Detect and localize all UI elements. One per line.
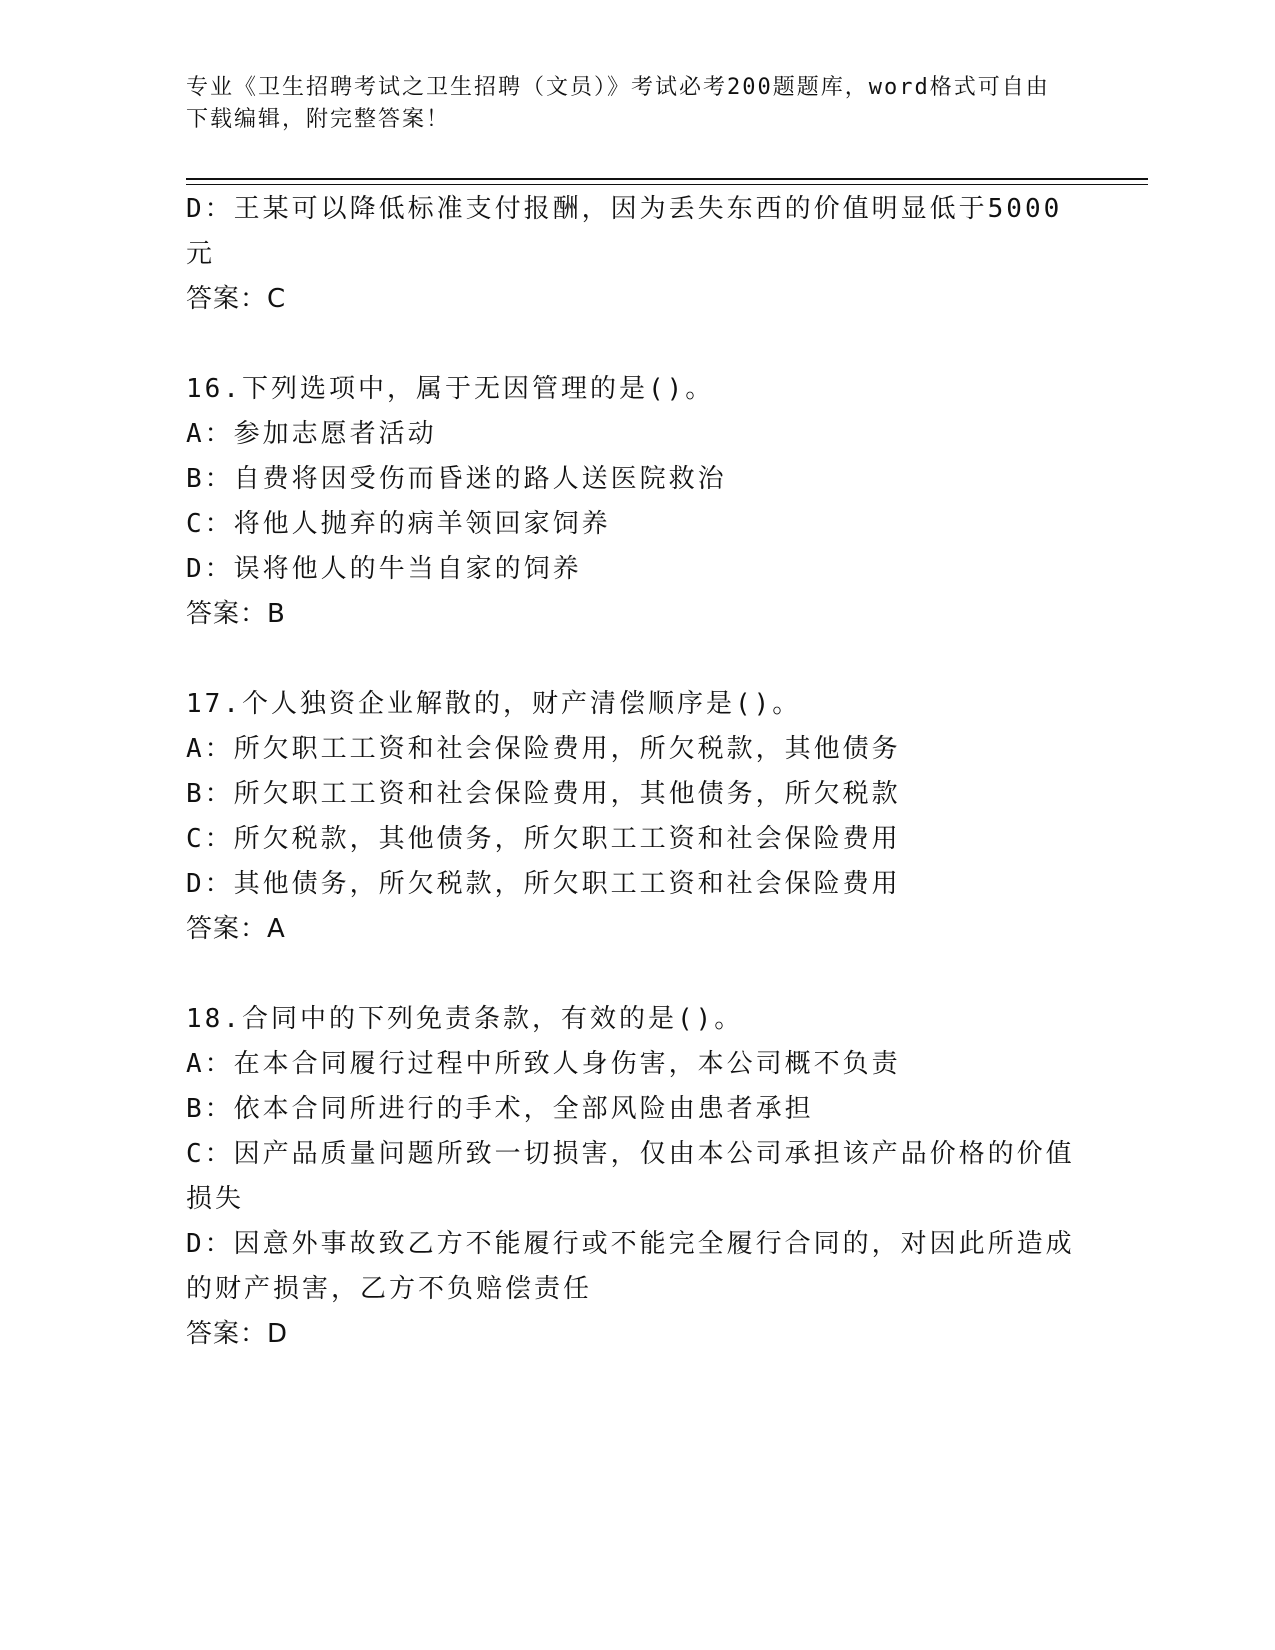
spacer [186, 322, 1076, 367]
prev-question-answer: 答案：C [186, 284, 287, 314]
answer: 答案：B [186, 599, 286, 629]
question-stem: 18.合同中的下列免责条款，有效的是()。 [186, 1004, 744, 1034]
question-18 [186, 997, 1076, 1357]
header-rule-thin [186, 184, 1148, 185]
header-rule-thick [186, 178, 1148, 180]
document-header: 专业《卫生招聘考试之卫生招聘（文员）》考试必考200题题库，word格式可自由下载编辑，附完整答案！ [186, 75, 1050, 132]
spacer [186, 952, 1076, 997]
answer: 答案：D [186, 1319, 289, 1349]
option-c: C：所欠税款，其他债务，所欠职工工资和社会保险费用 [186, 824, 901, 854]
option-c: C：将他人抛弃的病羊领回家饲养 [186, 509, 611, 539]
option-b: B：自费将因受伤而昏迷的路人送医院救治 [186, 464, 727, 494]
option-d: D：误将他人的牛当自家的饲养 [186, 554, 582, 584]
option-a: A：所欠职工工资和社会保险费用，所欠税款，其他债务 [186, 734, 901, 764]
question-16 [186, 367, 1076, 637]
option-b: B：依本合同所进行的手术，全部风险由患者承担 [186, 1094, 814, 1124]
question-stem: 17.个人独资企业解散的，财产清偿顺序是()。 [186, 689, 802, 719]
option-d: D：其他债务，所欠税款，所欠职工工资和社会保险费用 [186, 869, 901, 899]
option-c: C：因产品质量问题所致一切损害，仅由本公司承担该产品价格的价值损失 [186, 1139, 1075, 1214]
option-a: A：在本合同履行过程中所致人身伤害，本公司概不负责 [186, 1049, 901, 1079]
option-d: D：因意外事故致乙方不能履行或不能完全履行合同的，对因此所造成的财产损害，乙方不负赔偿责任 [186, 1229, 1075, 1304]
question-stem: 16.下列选项中，属于无因管理的是()。 [186, 374, 715, 404]
answer: 答案：A [186, 914, 286, 944]
prev-question-option-d: D：王某可以降低标准支付报酬，因为丢失东西的价值明显低于5000元 [186, 194, 1063, 269]
document-body [186, 187, 1076, 1357]
question-17 [186, 682, 1076, 952]
spacer [186, 637, 1076, 682]
option-a: A：参加志愿者活动 [186, 419, 437, 449]
option-b: B：所欠职工工资和社会保险费用，其他债务，所欠税款 [186, 779, 901, 809]
